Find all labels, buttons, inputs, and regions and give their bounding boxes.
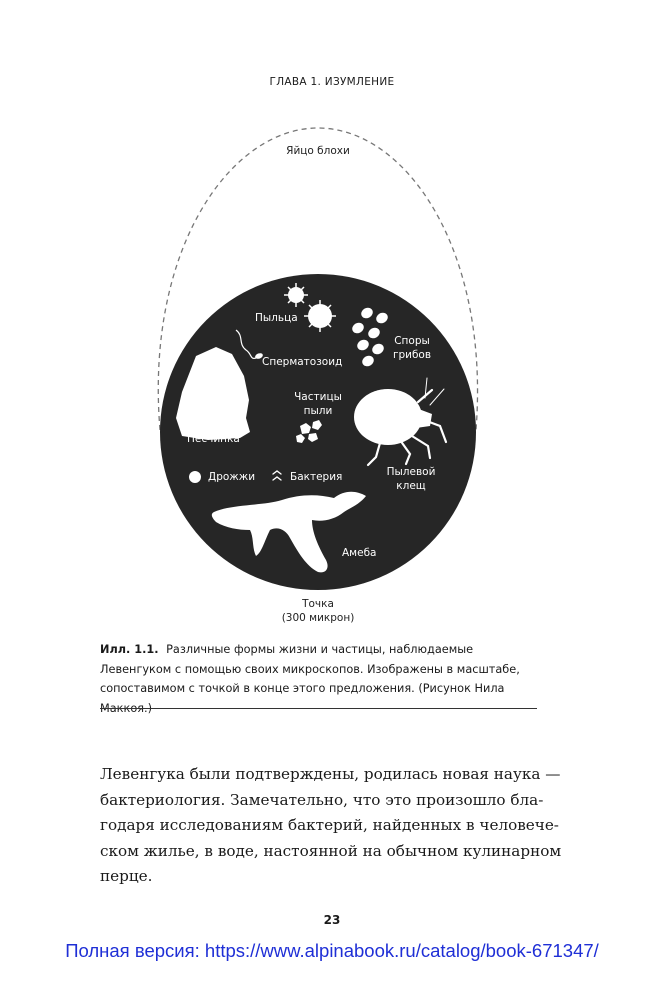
caption-text: Различные формы жизни и частицы, наблюдаемые Левенгуком с помощью своих микроскопов. Изображены в масштабе, сопоставимом с точкой в конце этого предложения. (Рисунок Нила Маккоя.) xyxy=(100,643,520,715)
label-mite-line2: клещ xyxy=(396,480,426,492)
body-line: годаря исследованиям бактерий, найденных в человече- xyxy=(100,816,559,834)
body-line: Левенгука были подтверждены, родилась новая наука — xyxy=(100,765,561,783)
label-spores-line1: Споры xyxy=(394,335,430,347)
figure-caption xyxy=(100,640,540,718)
label-sand: Песчинка xyxy=(187,433,240,445)
caption-label: Илл. 1.1. xyxy=(100,643,159,656)
full-version-link[interactable]: Полная версия: https://www.alpinabook.ru/catalog/book-671347/ xyxy=(65,940,599,961)
running-head: ГЛАВА 1. ИЗУМЛЕНИЕ xyxy=(269,76,395,88)
page-number: 23 xyxy=(323,913,341,927)
label-dot-line2: (300 микрон) xyxy=(281,612,355,624)
body-line: перце. xyxy=(100,867,153,885)
caption-divider xyxy=(100,708,537,709)
label-dot-line1: Точка xyxy=(302,598,334,610)
label-bacterium: Бактерия xyxy=(290,471,343,483)
label-dust-line2: пыли xyxy=(303,405,333,417)
label-dust-line1: Частицы xyxy=(294,391,342,403)
label-yeast: Дрожжи xyxy=(208,471,256,483)
label-pollen: Пыльца xyxy=(255,312,298,324)
label-mite-line1: Пылевой xyxy=(386,466,436,478)
body-paragraph xyxy=(100,762,562,890)
body-line: бактериология. Замечательно, что это произошло бла- xyxy=(100,790,544,809)
label-sperm: Сперматозоид xyxy=(262,356,343,368)
yeast-icon xyxy=(189,471,201,483)
body-line: ском жилье, в воде, настоянной на обычном кулинарном xyxy=(100,841,562,860)
label-flea-egg: Яйцо блохи xyxy=(286,145,350,157)
label-spores-line2: грибов xyxy=(392,349,432,361)
label-amoeba: Амеба xyxy=(342,547,377,559)
